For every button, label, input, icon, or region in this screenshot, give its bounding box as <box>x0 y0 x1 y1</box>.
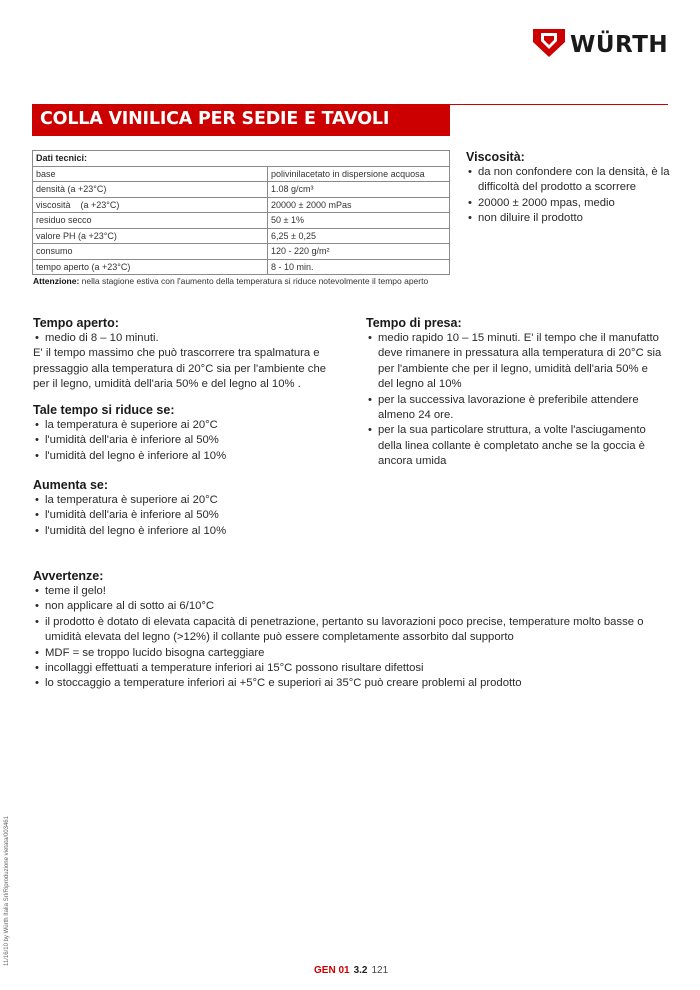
table-cell-label: valore PH (a +23°C) <box>33 228 268 244</box>
viscosity-section <box>466 150 671 227</box>
list-item: • non diluire il prodotto <box>466 211 671 226</box>
open-time-list <box>33 331 333 346</box>
footer-section: 3.2 <box>353 965 368 976</box>
wurth-logo-icon <box>532 28 566 58</box>
list-item: • la temperatura è superiore ai 20°C <box>33 418 333 433</box>
list-item: • l'umidità del legno è inferiore al 10% <box>33 449 333 464</box>
table-row <box>33 213 450 229</box>
list-item: • l'umidità dell'aria è inferiore al 50% <box>33 508 333 523</box>
title-bar <box>32 104 450 136</box>
table-cell-value: 50 ± 1% <box>268 213 450 229</box>
table-cell-label: base <box>33 166 268 182</box>
table-row <box>33 228 450 244</box>
list-item: • 20000 ± 2000 mpas, medio <box>466 196 671 211</box>
warnings-list <box>33 584 663 692</box>
list-item: • l'umidità del legno è inferiore al 10% <box>33 524 333 539</box>
warnings-section <box>33 569 663 692</box>
list-item: • il prodotto è dotato di elevata capacità di penetrazione, pertanto su lavorazioni poco precise, temperature molto basse o umidità elevata del legno (>12%) il collante può essere completamente assorbito dal supporto <box>33 615 663 646</box>
page-footer <box>314 965 388 976</box>
list-item: • la temperatura è superiore ai 20°C <box>33 493 333 508</box>
wurth-logo <box>532 28 672 62</box>
list-item: • da non confondere con la densità, è la difficoltà del prodotto a scorrere <box>466 165 671 196</box>
brand-name: WÜRTH <box>570 32 669 58</box>
table-cell-value: 1.08 g/cm³ <box>268 182 450 198</box>
list-item: • medio rapido 10 – 15 minuti. E' il tempo che il manufatto deve rimanere in pressatura alla temperatura di 20°C sia per l'ambiente che per il legno, umidità dell'aria 50% e del legno al 10% <box>366 331 666 393</box>
table-cell-label: tempo aperto (a +23°C) <box>33 259 268 275</box>
open-time-heading: Tempo aperto: <box>33 316 119 330</box>
warnings-heading: Avvertenze: <box>33 569 104 583</box>
table-cell-value: 120 - 220 g/m² <box>268 244 450 260</box>
viscosity-list <box>466 165 671 227</box>
setting-time-list <box>366 331 666 470</box>
attention-label: Attenzione: <box>33 276 80 286</box>
reduces-list <box>33 418 333 464</box>
tech-data-table <box>32 150 450 275</box>
reduces-section <box>33 403 333 464</box>
list-item: • l'umidità dell'aria è inferiore al 50% <box>33 433 333 448</box>
title-rule <box>450 104 668 105</box>
copyright-side-note: 11/16/10 by Würth Italia Srl/Riproduzione vietata/003461 <box>4 816 10 966</box>
table-header: Dati tecnici: <box>33 151 450 167</box>
table-cell-label: residuo secco <box>33 213 268 229</box>
footer-code: GEN 01 <box>314 965 350 976</box>
viscosity-heading: Viscosità: <box>466 150 525 164</box>
table-cell-value: 6,25 ± 0,25 <box>268 228 450 244</box>
table-cell-label: viscosità (a +23°C) <box>33 197 268 213</box>
list-item: • lo stoccaggio a temperature inferiori ai +5°C e superiori ai 35°C può creare problemi al prodotto <box>33 676 663 691</box>
table-row <box>33 244 450 260</box>
table-cell-label: consumo <box>33 244 268 260</box>
open-time-section <box>33 316 333 393</box>
table-cell-value: 20000 ± 2000 mPas <box>268 197 450 213</box>
attention-note <box>33 275 433 287</box>
page-title: COLLA VINILICA PER SEDIE E TAVOLI <box>40 109 390 129</box>
setting-time-section <box>366 316 666 470</box>
open-time-text: E' il tempo massimo che può trascorrere tra spalmatura e pressaggio alla temperatura di 20°C sia per l'ambiente che per il legno, umidità dell'aria 50% e del legno al 10% . <box>33 347 327 391</box>
table-row <box>33 182 450 198</box>
increases-section <box>33 478 333 539</box>
attention-text: nella stagione estiva con l'aumento della temperatura si riduce notevolmente il tempo aperto <box>79 276 429 286</box>
table-cell-label: densità (a +23°C) <box>33 182 268 198</box>
reduces-heading: Tale tempo si riduce se: <box>33 403 175 417</box>
list-item: • incollaggi effettuati a temperature inferiori ai 15°C possono risultare difettosi <box>33 661 663 676</box>
list-item: • medio di 8 – 10 minuti. <box>33 331 333 346</box>
list-item: • per la sua particolare struttura, a volte l'asciugamento della linea collante è completato anche se la goccia è ancora umida <box>366 423 666 469</box>
table-row <box>33 166 450 182</box>
table-cell-value: 8 - 10 min. <box>268 259 450 275</box>
table-row <box>33 259 450 275</box>
list-item: • non applicare al di sotto ai 6/10°C <box>33 599 663 614</box>
table-header-row <box>33 151 450 167</box>
table-cell-value: polivinilacetato in dispersione acquosa <box>268 166 450 182</box>
page-number: 121 <box>371 965 389 976</box>
list-item: • teme il gelo! <box>33 584 663 599</box>
table-row <box>33 197 450 213</box>
list-item: • MDF = se troppo lucido bisogna carteggiare <box>33 646 663 661</box>
setting-time-heading: Tempo di presa: <box>366 316 462 330</box>
increases-heading: Aumenta se: <box>33 478 109 492</box>
list-item: • per la successiva lavorazione è preferibile attendere almeno 24 ore. <box>366 393 666 424</box>
increases-list <box>33 493 333 539</box>
